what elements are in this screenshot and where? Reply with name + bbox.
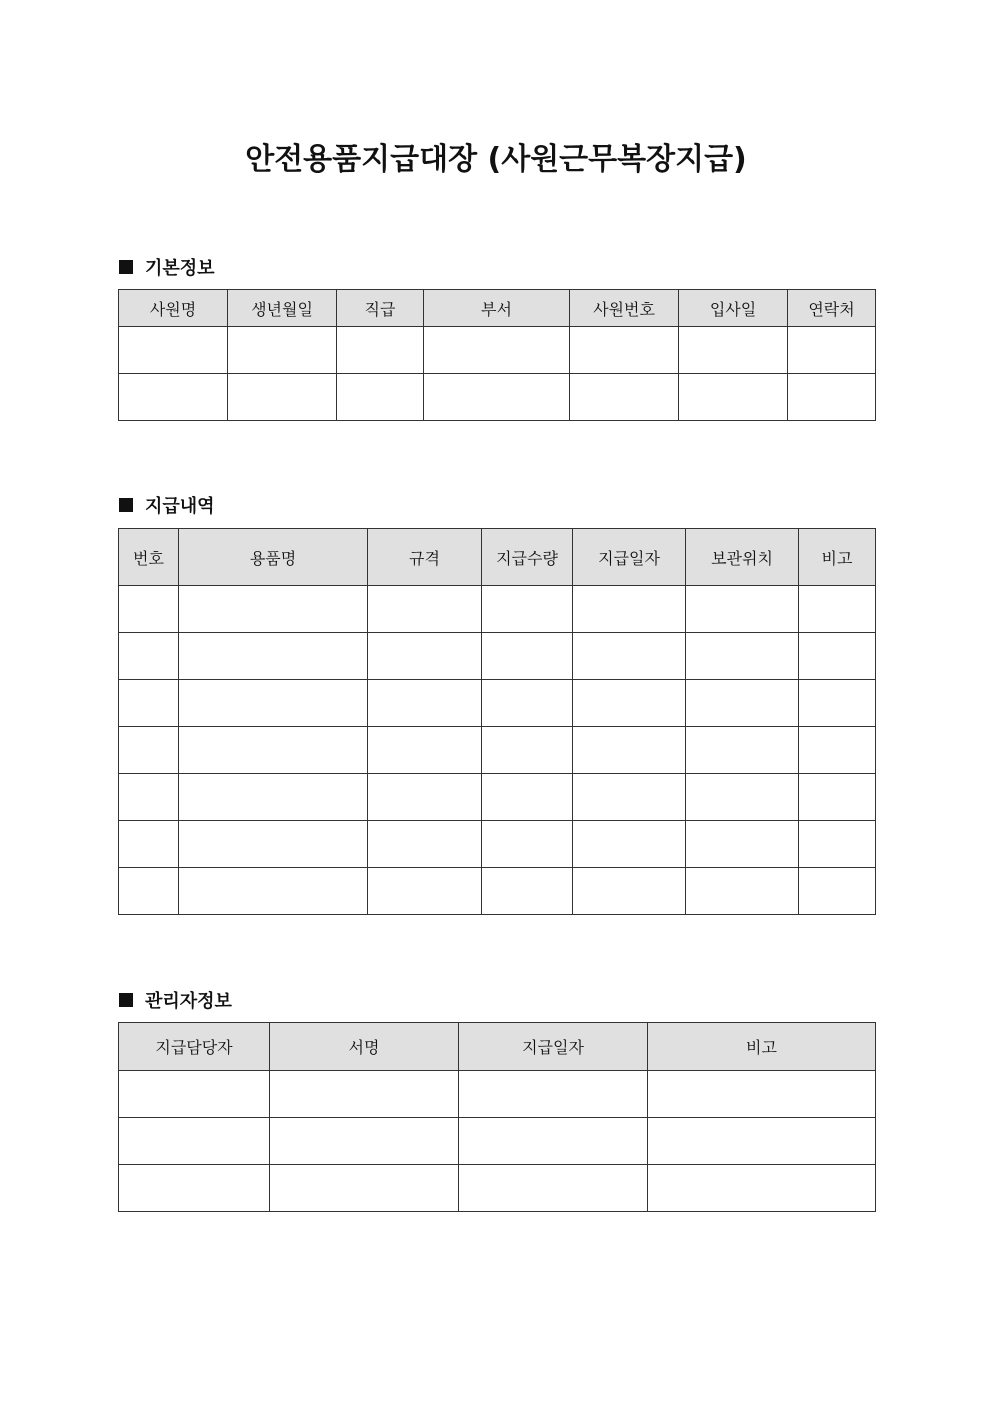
table-cell[interactable]: [679, 374, 788, 421]
table-cell[interactable]: [179, 680, 368, 727]
table-cell[interactable]: [788, 374, 876, 421]
table-row: [119, 680, 876, 727]
table-cell[interactable]: [482, 868, 573, 915]
table-cell[interactable]: [228, 327, 337, 374]
header-row: [119, 1023, 876, 1071]
table-row: [119, 1118, 876, 1165]
col-employee-number: 사원번호: [570, 290, 679, 327]
table-cell[interactable]: [679, 327, 788, 374]
table-row: [119, 586, 876, 633]
table-cell[interactable]: [482, 821, 573, 868]
header-row: [119, 290, 876, 327]
table-cell[interactable]: [686, 727, 799, 774]
table-cell[interactable]: [424, 327, 570, 374]
col-signature: 서명: [270, 1023, 459, 1071]
table-cell[interactable]: [119, 586, 179, 633]
col-issue-date: 지급일자: [459, 1023, 648, 1071]
table-cell[interactable]: [119, 1071, 270, 1118]
manager-info-table: [118, 1022, 876, 1212]
document-title: 안전용품지급대장 (사원근무복장지급): [245, 142, 747, 177]
col-contact: 연락처: [788, 290, 876, 327]
col-issuer: 지급담당자: [119, 1023, 270, 1071]
table-cell[interactable]: [368, 868, 482, 915]
table-cell[interactable]: [119, 374, 228, 421]
col-birth-date: 생년월일: [228, 290, 337, 327]
section-heading-issue-details: [119, 492, 215, 518]
table-cell[interactable]: [686, 821, 799, 868]
table-cell[interactable]: [179, 821, 368, 868]
table-cell[interactable]: [270, 1165, 459, 1212]
issue-details-table: [118, 528, 876, 915]
table-row: [119, 868, 876, 915]
table-cell[interactable]: [228, 374, 337, 421]
table-cell[interactable]: [270, 1071, 459, 1118]
table-cell[interactable]: [648, 1118, 876, 1165]
col-issue-date: 지급일자: [573, 529, 686, 586]
table-cell[interactable]: [788, 327, 876, 374]
table-cell[interactable]: [368, 633, 482, 680]
table-cell[interactable]: [459, 1118, 648, 1165]
col-department: 부서: [424, 290, 570, 327]
table-cell[interactable]: [799, 586, 876, 633]
table-cell[interactable]: [119, 327, 228, 374]
section-title: 관리자정보: [145, 991, 232, 1012]
col-employee-name: 사원명: [119, 290, 228, 327]
section-title: 기본정보: [145, 258, 215, 279]
table-cell[interactable]: [799, 774, 876, 821]
table-cell[interactable]: [686, 774, 799, 821]
square-bullet-icon: [119, 993, 133, 1007]
section-title: 지급내역: [145, 496, 215, 517]
table-cell[interactable]: [573, 868, 686, 915]
table-cell[interactable]: [459, 1071, 648, 1118]
table-cell[interactable]: [573, 727, 686, 774]
table-cell[interactable]: [570, 374, 679, 421]
col-storage-location: 보관위치: [686, 529, 799, 586]
table-cell[interactable]: [799, 821, 876, 868]
basic-info-table: [118, 289, 876, 421]
table-cell[interactable]: [799, 727, 876, 774]
square-bullet-icon: [119, 260, 133, 274]
square-bullet-icon: [119, 498, 133, 512]
table-cell[interactable]: [686, 868, 799, 915]
table-row: [119, 727, 876, 774]
table-cell[interactable]: [686, 680, 799, 727]
table-cell[interactable]: [686, 586, 799, 633]
table-cell[interactable]: [799, 680, 876, 727]
table-cell[interactable]: [368, 727, 482, 774]
table-cell[interactable]: [270, 1118, 459, 1165]
table-row: [119, 374, 876, 421]
col-remarks: 비고: [648, 1023, 876, 1071]
table-cell[interactable]: [368, 586, 482, 633]
table-cell[interactable]: [179, 868, 368, 915]
table-cell[interactable]: [648, 1165, 876, 1212]
table-cell[interactable]: [573, 633, 686, 680]
table-cell[interactable]: [368, 774, 482, 821]
table-row: [119, 821, 876, 868]
table-cell[interactable]: [119, 821, 179, 868]
table-cell[interactable]: [648, 1071, 876, 1118]
table-row: [119, 327, 876, 374]
table-cell[interactable]: [119, 633, 179, 680]
col-remarks: 비고: [799, 529, 876, 586]
table-cell[interactable]: [573, 774, 686, 821]
table-cell[interactable]: [119, 1118, 270, 1165]
table-cell[interactable]: [482, 586, 573, 633]
col-item-name: 용품명: [179, 529, 368, 586]
col-quantity: 지급수량: [482, 529, 573, 586]
table-cell[interactable]: [368, 821, 482, 868]
table-cell[interactable]: [799, 633, 876, 680]
table-cell[interactable]: [424, 374, 570, 421]
header-row: [119, 529, 876, 586]
table-cell[interactable]: [482, 727, 573, 774]
table-row: [119, 774, 876, 821]
table-cell[interactable]: [179, 586, 368, 633]
table-cell[interactable]: [337, 327, 424, 374]
table-cell[interactable]: [179, 727, 368, 774]
table-cell[interactable]: [368, 680, 482, 727]
table-cell[interactable]: [482, 633, 573, 680]
table-row: [119, 1165, 876, 1212]
section-heading-basic-info: [119, 254, 215, 280]
table-cell[interactable]: [119, 680, 179, 727]
table-cell[interactable]: [799, 868, 876, 915]
table-cell[interactable]: [570, 327, 679, 374]
col-hire-date: 입사일: [679, 290, 788, 327]
col-position: 직급: [337, 290, 424, 327]
section-heading-manager-info: [119, 987, 232, 1013]
table-row: [119, 633, 876, 680]
table-cell[interactable]: [573, 680, 686, 727]
col-number: 번호: [119, 529, 179, 586]
table-cell[interactable]: [686, 633, 799, 680]
table-cell[interactable]: [119, 774, 179, 821]
table-cell[interactable]: [459, 1165, 648, 1212]
table-cell[interactable]: [482, 774, 573, 821]
table-cell[interactable]: [119, 1165, 270, 1212]
table-cell[interactable]: [179, 633, 368, 680]
table-cell[interactable]: [482, 680, 573, 727]
table-cell[interactable]: [119, 727, 179, 774]
col-spec: 규격: [368, 529, 482, 586]
table-cell[interactable]: [573, 821, 686, 868]
table-cell[interactable]: [119, 868, 179, 915]
table-row: [119, 1071, 876, 1118]
table-cell[interactable]: [179, 774, 368, 821]
table-cell[interactable]: [573, 586, 686, 633]
table-cell[interactable]: [337, 374, 424, 421]
